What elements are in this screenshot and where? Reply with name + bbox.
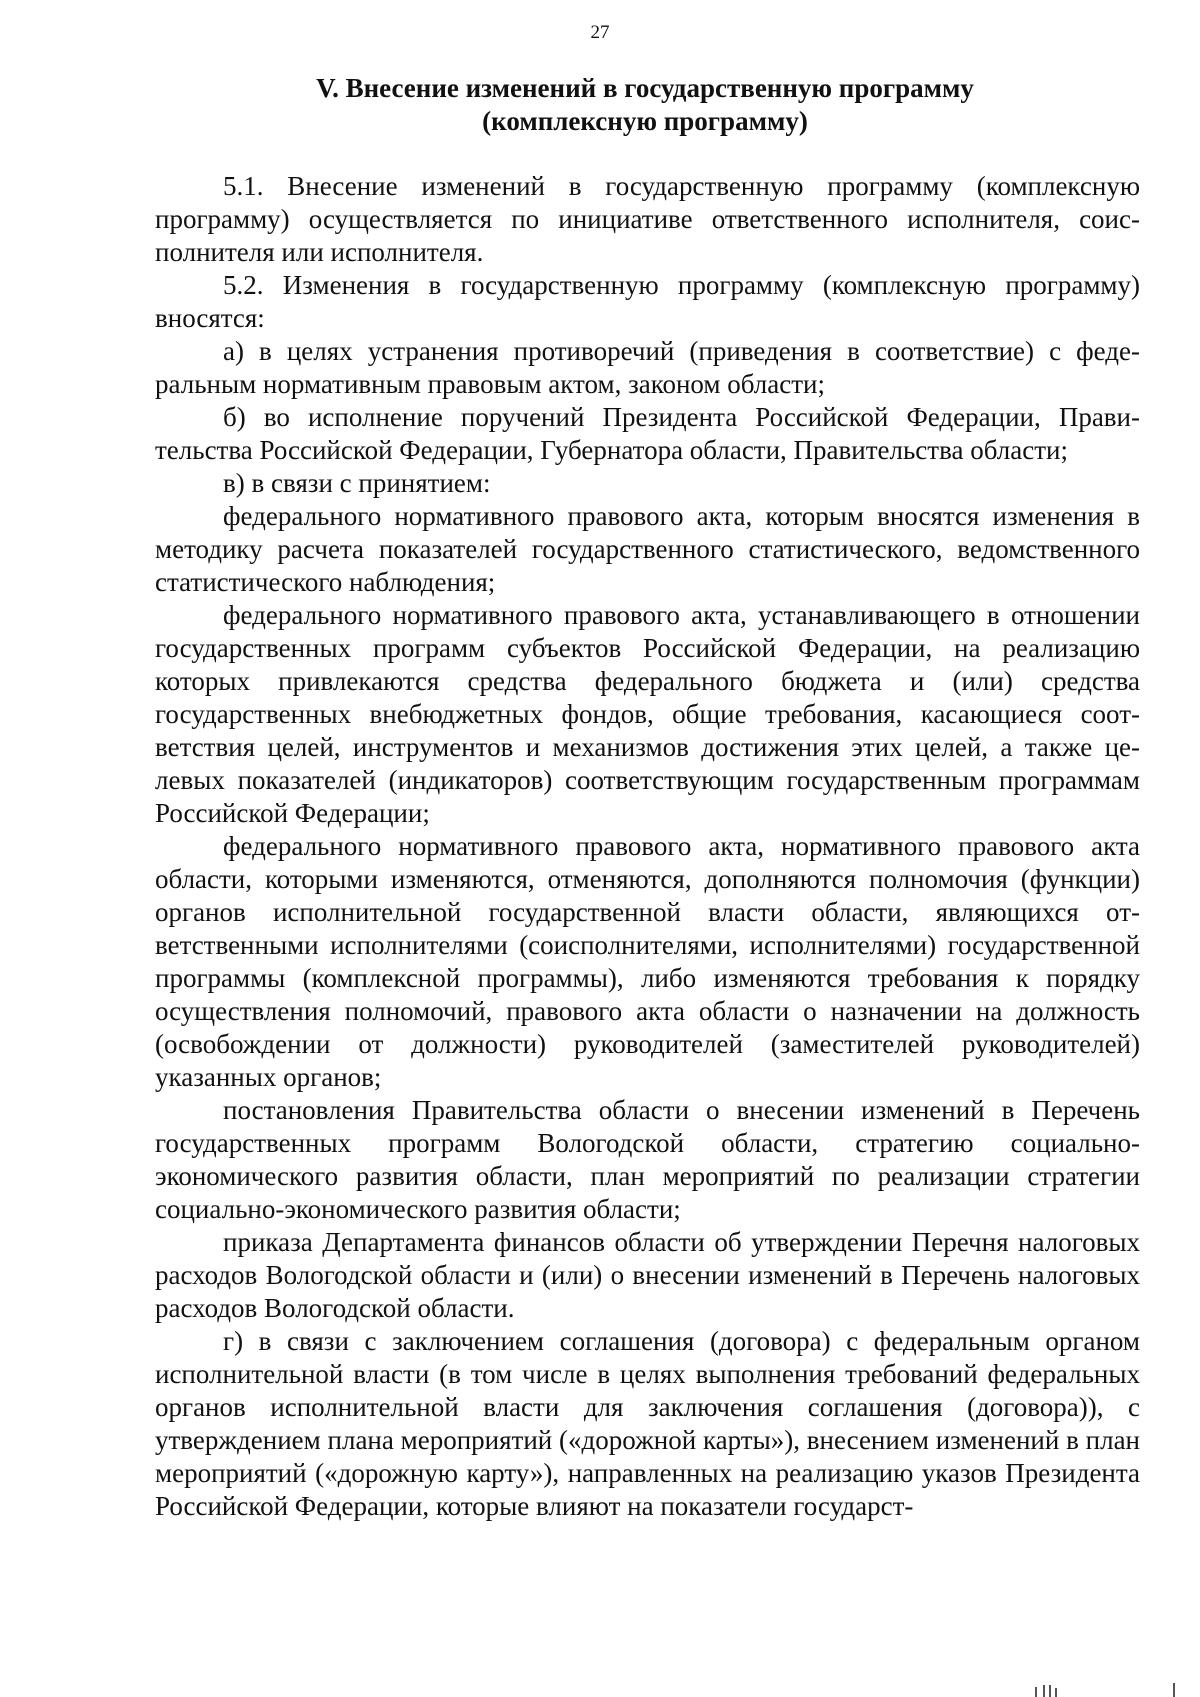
document-body (155, 170, 1140, 1523)
section-title-line-1: V. Внесение изменений в государственную программу (316, 73, 974, 103)
paragraph-federal-act-powers: федерального нормативного правового акта, нормативного правового акта области, которыми изменяются, отменяются, дополняются полномочия (функции) органов исполнительной государственной власти области, являющихся ответственными исполнителями (соисполнителями, исполнителями) государственной программы (комплексной программы), либо изменяются требования к порядку осуществления полномочий, правового акта области о назначении на должность (освобождении от должности) руководителей (заместителей руководителей) указанных органов; (155, 831, 1140, 1092)
paragraph-item-g: г) в связи с заключением соглашения (договора) с федеральным органом исполнительной власти (в том числе в целях выполнения требований федеральных органов исполнительной власти для заключения соглашения (договора)), с утверждением плана мероприятий («дорожной карты»), внесением изменений в план мероприятий («дорожную карту»), направленных на реализацию указов Президента Российской Федерации, которые влияют на показатели государст- (155, 1326, 1140, 1521)
paragraph-item-b: б) во исполнение поручений Президента Российской Федерации, Правительства Российской Федерации, Губернатора области, Правительства области; (155, 402, 1140, 465)
section-title (150, 72, 1140, 138)
paragraph-item-a: а) в целях устранения противоречий (приведения в соответствие) с федеральным нормативным правовым актом, законом области; (155, 336, 1140, 399)
paragraph-federal-act-methodology: федерального нормативного правового акта, которым вносятся изменения в методику расчета показателей государственного статистического, ведомственного статистического наблюдения; (155, 501, 1140, 597)
paragraph-federal-act-requirements: федерального нормативного правового акта, устанавливающего в отношении государственных программ субъектов Российской Федерации, на реализацию которых привлекаются средства федерального бюджета и (или) средства государственных внебюджетных фондов, общие требования, касающиеся соответствия целей, инструментов и механизмов достижения этих целей, а также целевых показателей (индикаторов) соответствующим государственным программам Российской Федерации; (155, 600, 1140, 828)
scan-marks (1035, 1683, 1185, 1697)
paragraph-item-v: в) в связи с принятием: (223, 468, 491, 498)
paragraph-5-1: 5.1. Внесение изменений в государственную программу (комплексную программу) осуществляется по инициативе ответственного исполнителя, соисполнителя или исполнителя. (155, 171, 1140, 267)
paragraph-finance-order: приказа Департамента финансов области об утверждении Перечня налоговых расходов Вологодской области и (или) о внесении изменений в Перечень налоговых расходов Вологодской области. (155, 1227, 1140, 1323)
paragraph-5-2: 5.2. Изменения в государственную программу (комплексную программу) вносятся: (155, 270, 1140, 333)
paragraph-government-resolution: постановления Правительства области о внесении изменений в Перечень государственных программ Вологодской области, стратегию социально-экономического развития области, план мероприятий по реализации стратегии социально-экономического развития области; (155, 1095, 1140, 1224)
section-title-line-2: (комплексную программу) (482, 106, 808, 136)
page-number: 27 (590, 22, 610, 43)
